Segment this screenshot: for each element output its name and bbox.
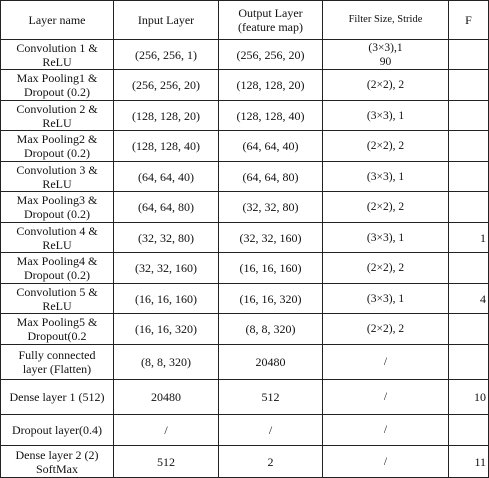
table-row [1, 70, 489, 101]
cell-layer-name-text: Convolution 4 & ReLU [16, 223, 98, 252]
cell-filter-stride [323, 253, 449, 284]
cell-output-layer [219, 70, 323, 101]
cell-filter-stride-text: (2×2), 2 [366, 79, 405, 91]
cell-input-layer-text: 512 [157, 454, 175, 469]
cell-input-layer-text: (128, 128, 40) [132, 139, 200, 153]
cell-input-layer [114, 101, 219, 131]
cell-input-layer-text: (8, 8, 320) [141, 355, 191, 369]
cell-output-layer [219, 131, 323, 162]
cell-layer-name-text: Dropout layer(0.4) [12, 423, 102, 437]
cell-filter-stride [323, 345, 449, 380]
table-row [1, 314, 489, 345]
cell-filter-stride [323, 284, 449, 314]
cell-layer-name-text: Fully connected layer (Flatten) [18, 348, 96, 376]
cell-extra-text: 4 [480, 291, 486, 306]
header-filter-size-stride: Filter Size, Stride [323, 1, 449, 40]
cell-output-layer [219, 380, 323, 415]
cell-filter-stride [323, 101, 449, 131]
cell-output-layer-text: (128, 128, 40) [236, 108, 305, 123]
cell-layer-name [1, 345, 114, 380]
cell-output-layer-text: (128, 128, 20) [236, 78, 305, 92]
cell-input-layer [114, 446, 219, 478]
cell-layer-name [1, 162, 114, 192]
table-row [1, 415, 489, 446]
header-extra: F [449, 1, 489, 40]
cell-input-layer [114, 70, 219, 101]
cell-filter-stride [323, 223, 449, 253]
cell-output-layer [219, 101, 323, 131]
cell-output-layer [219, 345, 323, 380]
cell-filter-stride-text: / [383, 424, 388, 436]
cell-layer-name [1, 131, 114, 162]
cell-input-layer [114, 192, 219, 223]
cell-input-layer-text: (16, 16, 160) [135, 291, 197, 306]
cell-layer-name [1, 223, 114, 253]
cell-extra [449, 131, 489, 162]
cell-input-layer-text: (64, 64, 80) [138, 200, 194, 214]
cell-output-layer [219, 446, 323, 478]
cell-filter-stride [323, 415, 449, 446]
cell-layer-name-text: Convolution 2 & ReLU [16, 101, 98, 130]
cell-input-layer [114, 162, 219, 192]
cell-layer-name [1, 446, 114, 478]
cell-output-layer [219, 223, 323, 253]
table-row [1, 380, 489, 415]
cell-extra [449, 380, 489, 415]
cell-layer-name [1, 380, 114, 415]
table-row [1, 223, 489, 253]
cell-extra [449, 223, 489, 253]
cell-extra [449, 253, 489, 284]
cell-filter-stride-text: (2×2), 2 [366, 323, 405, 335]
cell-input-layer [114, 415, 219, 446]
cell-layer-name [1, 101, 114, 131]
cell-filter-stride-text: (3×3),1 90 [368, 41, 403, 68]
cell-layer-name [1, 253, 114, 284]
cell-input-layer-text: 20480 [151, 390, 181, 404]
cell-filter-stride [323, 314, 449, 345]
cell-extra [449, 40, 489, 70]
cell-layer-name [1, 415, 114, 446]
cell-layer-name-text: Max Pooling3 & Dropout (0.2) [16, 193, 98, 221]
cell-output-layer-text: (8, 8, 320) [245, 322, 296, 336]
cell-filter-stride-text: (2×2), 2 [366, 201, 405, 213]
cell-layer-name [1, 40, 114, 70]
cell-output-layer-text: (64, 64, 80) [242, 169, 299, 184]
table-row [1, 131, 489, 162]
cell-layer-name-text: Convolution 1 & ReLU [16, 40, 98, 69]
cell-layer-name-text: Convolution 5 & ReLU [16, 284, 98, 313]
cell-input-layer [114, 131, 219, 162]
cell-output-layer-text: (16, 16, 160) [239, 261, 302, 275]
cell-filter-stride-text: (2×2), 2 [366, 262, 405, 274]
cell-filter-stride [323, 192, 449, 223]
table-row [1, 101, 489, 131]
cell-extra [449, 162, 489, 192]
cell-layer-name-text: Dense layer 2 (2) SoftMax [15, 447, 99, 476]
cell-filter-stride [323, 40, 449, 70]
cell-output-layer [219, 415, 323, 446]
cell-layer-name [1, 314, 114, 345]
cell-input-layer-text: (128, 128, 20) [132, 108, 200, 123]
cell-layer-name [1, 284, 114, 314]
cell-layer-name-text: Max Pooling4 & Dropout (0.2) [16, 254, 98, 282]
cell-input-layer-text: (256, 256, 1) [135, 47, 197, 62]
cell-filter-stride-text: (3×3), 1 [366, 292, 405, 305]
cell-layer-name [1, 70, 114, 101]
cell-input-layer [114, 253, 219, 284]
cell-filter-stride [323, 446, 449, 478]
cell-output-layer-text: / [268, 423, 273, 437]
table-row [1, 192, 489, 223]
cell-extra [449, 446, 489, 478]
cell-output-layer-text: 20480 [255, 355, 286, 369]
table-header-row [1, 1, 489, 40]
cell-output-layer [219, 192, 323, 223]
table-row [1, 345, 489, 380]
cell-input-layer-text: (32, 32, 160) [135, 261, 197, 275]
cell-layer-name-text: Max Pooling5 & Dropout(0.2 [16, 315, 98, 343]
cell-extra [449, 415, 489, 446]
cell-filter-stride [323, 162, 449, 192]
cell-filter-stride [323, 70, 449, 101]
table-row [1, 284, 489, 314]
cell-output-layer [219, 253, 323, 284]
cell-input-layer [114, 284, 219, 314]
cell-filter-stride-text: (3×3), 1 [366, 170, 405, 183]
cell-output-layer [219, 40, 323, 70]
cell-input-layer [114, 223, 219, 253]
cell-extra-text: 11 [474, 454, 486, 469]
cell-filter-stride-text: / [383, 391, 388, 403]
cell-input-layer [114, 40, 219, 70]
cell-filter-stride-text: (3×3), 1 [366, 231, 405, 244]
cell-layer-name-text: Convolution 3 & ReLU [16, 162, 98, 191]
cell-input-layer-text: (16, 16, 320) [135, 322, 197, 336]
cell-output-layer-text: (32, 32, 160) [239, 230, 302, 245]
cell-extra [449, 70, 489, 101]
cell-extra-text: 10 [474, 390, 486, 404]
cell-output-layer-text: 2 [267, 454, 274, 469]
cell-output-layer [219, 162, 323, 192]
header-layer-name: Layer name [1, 1, 114, 40]
cell-extra [449, 101, 489, 131]
cell-output-layer-text: (32, 32, 80) [242, 200, 299, 214]
cell-output-layer-text: 512 [261, 390, 280, 404]
cell-filter-stride-text: (3×3), 1 [366, 109, 405, 122]
cell-layer-name [1, 192, 114, 223]
cell-input-layer-text: (32, 32, 80) [138, 230, 194, 245]
cell-filter-stride [323, 380, 449, 415]
cell-output-layer [219, 284, 323, 314]
header-output-layer: Output Layer (feature map) [219, 1, 323, 40]
table-row [1, 40, 489, 70]
header-input-layer: Input Layer [114, 1, 219, 40]
cell-extra [449, 345, 489, 380]
cell-layer-name-text: Dense layer 1 (512) [9, 390, 105, 404]
cell-input-layer-text: / [164, 423, 168, 437]
table-row [1, 446, 489, 478]
cell-layer-name-text: Max Pooling1 & Dropout (0.2) [16, 71, 98, 99]
table-row [1, 253, 489, 284]
cell-extra [449, 314, 489, 345]
cell-input-layer-text: (64, 64, 40) [138, 169, 194, 184]
cell-extra-text: 1 [480, 230, 486, 245]
cell-output-layer [219, 314, 323, 345]
cell-filter-stride [323, 131, 449, 162]
cell-filter-stride-text: / [383, 455, 388, 468]
cell-output-layer-text: (64, 64, 40) [242, 139, 299, 153]
cell-input-layer [114, 380, 219, 415]
cell-input-layer [114, 314, 219, 345]
cell-input-layer [114, 345, 219, 380]
cell-layer-name-text: Max Pooling2 & Dropout (0.2) [16, 132, 98, 160]
cell-extra [449, 284, 489, 314]
cell-filter-stride-text: (2×2), 2 [366, 140, 405, 152]
cell-output-layer-text: (16, 16, 320) [239, 291, 302, 306]
table-row [1, 162, 489, 192]
cell-extra [449, 192, 489, 223]
cell-input-layer-text: (256, 256, 20) [132, 78, 200, 92]
cell-filter-stride-text: / [383, 356, 388, 368]
cell-output-layer-text: (256, 256, 20) [236, 47, 305, 62]
